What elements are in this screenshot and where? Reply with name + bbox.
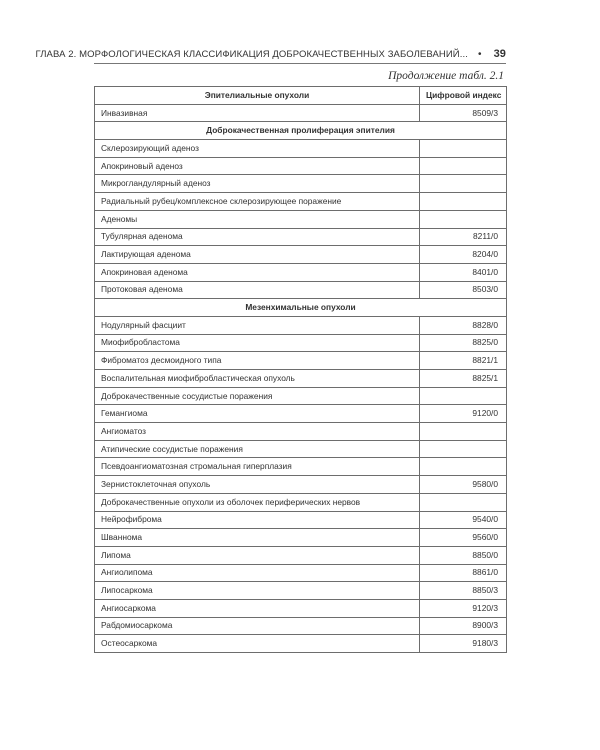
tumor-name-cell: Шваннома <box>95 529 420 547</box>
tumor-name-cell: Миофибробластома <box>95 334 420 352</box>
table-row <box>95 263 507 281</box>
tumor-name-cell: Фиброматоз десмоидного типа <box>95 352 420 370</box>
tumor-name-cell: Нодулярный фасциит <box>95 316 420 334</box>
digital-index-cell: 8828/0 <box>420 316 507 334</box>
digital-index-cell <box>420 423 507 441</box>
tumor-name-cell: Остеосаркома <box>95 635 420 653</box>
digital-index-cell <box>420 387 507 405</box>
tumor-name-cell: Апокриновая аденома <box>95 263 420 281</box>
page-number: 39 <box>493 48 506 60</box>
header-divider <box>94 63 506 64</box>
table-row <box>95 635 507 653</box>
digital-index-cell <box>420 193 507 211</box>
digital-index-cell: 9540/0 <box>420 511 507 529</box>
digital-index-cell <box>420 140 507 158</box>
table-row <box>95 370 507 388</box>
tumor-name-cell: Гемангиома <box>95 405 420 423</box>
table-row <box>95 599 507 617</box>
tumor-name-cell: Радиальный рубец/комплексное склерозирующее поражение <box>95 193 420 211</box>
table-row <box>95 405 507 423</box>
table-row <box>95 546 507 564</box>
digital-index-cell: 8821/1 <box>420 352 507 370</box>
table-row <box>95 582 507 600</box>
column-header-name: Эпителиальные опухоли <box>95 87 420 105</box>
digital-index-cell: 8204/0 <box>420 246 507 264</box>
digital-index-cell: 8509/3 <box>420 104 507 122</box>
table-row <box>95 334 507 352</box>
table-row <box>95 228 507 246</box>
table-row <box>95 617 507 635</box>
section-heading: Мезенхимальные опухоли <box>95 299 507 317</box>
tumor-name-cell: Протоковая аденома <box>95 281 420 299</box>
column-header-code: Цифровой индекс <box>420 87 507 105</box>
table-row <box>95 529 507 547</box>
tumor-name-cell: Лактирующая аденома <box>95 246 420 264</box>
tumor-name-cell: Липосаркома <box>95 582 420 600</box>
digital-index-cell: 9180/3 <box>420 635 507 653</box>
table-row <box>95 511 507 529</box>
tumor-name-cell: Ангиосаркома <box>95 599 420 617</box>
digital-index-cell <box>420 157 507 175</box>
table-row <box>95 210 507 228</box>
table-header-row <box>95 87 507 105</box>
digital-index-cell: 8850/0 <box>420 546 507 564</box>
digital-index-cell <box>420 493 507 511</box>
tumor-name-cell: Атипические сосудистые поражения <box>95 440 420 458</box>
tumor-name-cell: Ангиолипома <box>95 564 420 582</box>
tumor-classification-table <box>94 86 507 653</box>
tumor-name-cell: Инвазивная <box>95 104 420 122</box>
table-row <box>95 423 507 441</box>
tumor-name-cell: Апокриновый аденоз <box>95 157 420 175</box>
section-heading: Доброкачественная пролиферация эпителия <box>95 122 507 140</box>
table-section-row <box>95 299 507 317</box>
tumor-name-cell: Доброкачественные опухоли из оболочек периферических нервов <box>95 493 420 511</box>
table-row <box>95 246 507 264</box>
tumor-name-cell: Микрогландулярный аденоз <box>95 175 420 193</box>
table-row <box>95 316 507 334</box>
table-row <box>95 352 507 370</box>
tumor-name-cell: Липома <box>95 546 420 564</box>
tumor-name-cell: Зернистоклеточная опухоль <box>95 476 420 494</box>
table-row <box>95 493 507 511</box>
table-body <box>95 104 507 652</box>
digital-index-cell: 9580/0 <box>420 476 507 494</box>
digital-index-cell: 8861/0 <box>420 564 507 582</box>
table-row <box>95 193 507 211</box>
digital-index-cell: 9120/3 <box>420 599 507 617</box>
tumor-name-cell: Склерозирующий аденоз <box>95 140 420 158</box>
tumor-name-cell: Рабдомиосаркома <box>95 617 420 635</box>
tumor-name-cell: Нейрофиброма <box>95 511 420 529</box>
table-caption: Продолжение табл. 2.1 <box>388 70 504 82</box>
table-row <box>95 476 507 494</box>
digital-index-cell <box>420 440 507 458</box>
table-row <box>95 564 507 582</box>
digital-index-cell: 9120/0 <box>420 405 507 423</box>
table-row <box>95 387 507 405</box>
digital-index-cell: 9560/0 <box>420 529 507 547</box>
bullet-separator: • <box>477 48 482 60</box>
tumor-name-cell: Аденомы <box>95 210 420 228</box>
digital-index-cell: 8825/1 <box>420 370 507 388</box>
digital-index-cell <box>420 175 507 193</box>
table-row <box>95 175 507 193</box>
table-section-row <box>95 122 507 140</box>
digital-index-cell: 8211/0 <box>420 228 507 246</box>
tumor-name-cell: Тубулярная аденома <box>95 228 420 246</box>
tumor-name-cell: Псевдоангиоматозная стромальная гиперплазия <box>95 458 420 476</box>
digital-index-cell <box>420 210 507 228</box>
table-row <box>95 281 507 299</box>
digital-index-cell: 8850/3 <box>420 582 507 600</box>
tumor-name-cell: Доброкачественные сосудистые поражения <box>95 387 420 405</box>
digital-index-cell: 8825/0 <box>420 334 507 352</box>
digital-index-cell <box>420 458 507 476</box>
digital-index-cell: 8503/0 <box>420 281 507 299</box>
table-row <box>95 157 507 175</box>
table-row <box>95 140 507 158</box>
chapter-title: ГЛАВА 2. МОРФОЛОГИЧЕСКАЯ КЛАССИФИКАЦИЯ ДОБРОКАЧЕСТВЕННЫХ ЗАБОЛЕВАНИЙ... <box>35 48 468 60</box>
table-row <box>95 458 507 476</box>
table-row <box>95 440 507 458</box>
tumor-name-cell: Ангиоматоз <box>95 423 420 441</box>
running-head <box>35 46 506 62</box>
digital-index-cell: 8401/0 <box>420 263 507 281</box>
table-row <box>95 104 507 122</box>
digital-index-cell: 8900/3 <box>420 617 507 635</box>
tumor-name-cell: Воспалительная миофибробластическая опухоль <box>95 370 420 388</box>
